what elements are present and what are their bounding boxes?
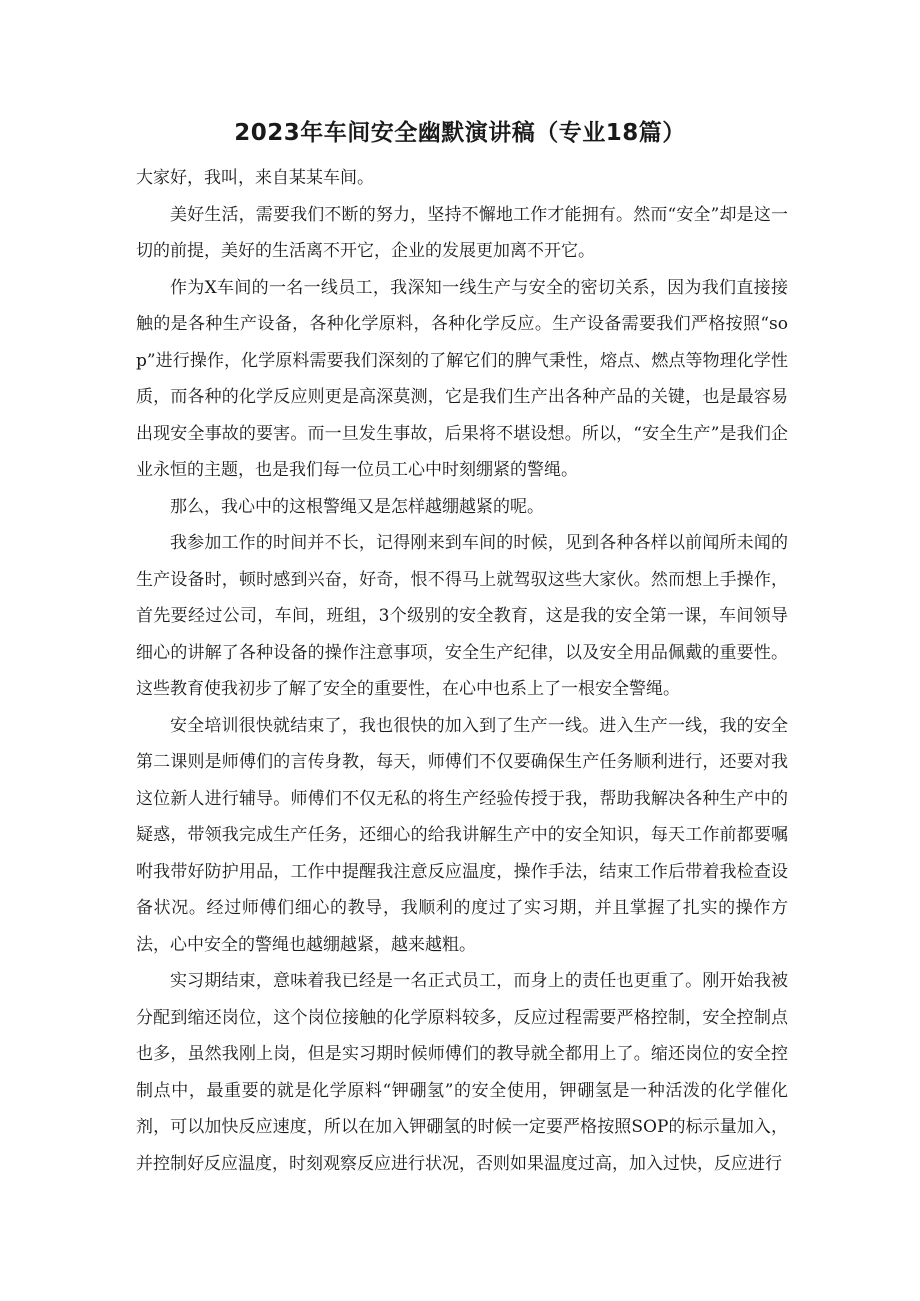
- paragraph-greeting: 大家好，我叫，来自某某车间。: [136, 168, 374, 188]
- document-title: 2023年车间安全幽默演讲稿（专业18篇）: [234, 120, 686, 146]
- paragraph: 那么，我心中的这根警绳又是怎样越绷越紧的呢。: [170, 496, 544, 517]
- document-body: [136, 160, 788, 1182]
- paragraph: 我参加工作的时间并不长，记得刚来到车间的时候，见到各种各样以前闻所未闻的生产设备时，顿时感到兴奋，好奇，恨不得马上就驾驭这些大家伙。然而想上手操作，首先要经过公司，车间，班组，3个级别的安全教育，这是我的安全第一课，车间领导细心的讲解了各种设备的操作注意事项，安全生产纪律，以及安全用品佩戴的重要性。这些教育使我初步了解了安全的重要性，在心中也系上了一根安全警绳。: [136, 533, 788, 699]
- paragraph: 安全培训很快就结束了，我也很快的加入到了生产一线。进入生产一线，我的安全第二课则是师傅们的言传身教，每天，师傅们不仅要确保生产任务顺利进行，还要对我这位新人进行辅导。师傅们不仅无私的将生产经验传授于我，帮助我解决各种生产中的疑惑，带领我完成生产任务，还细心的给我讲解生产中的安全知识，每天工作前都要嘱咐我带好防护用品，工作中提醒我注意反应温度，操作手法，结束工作后带着我检查设备状况。经过师傅们细心的教导，我顺利的度过了实习期，并且掌握了扎实的操作方法，心中安全的警绳也越绷越紧，越来越粗。: [136, 715, 788, 955]
- paragraph: 美好生活，需要我们不断的努力，坚持不懈地工作才能拥有。然而“安全”却是这一切的前提，美好的生活离不开它，企业的发展更加离不开它。: [136, 204, 788, 261]
- paragraph: 作为X车间的一名一线员工，我深知一线生产与安全的密切关系，因为我们直接接触的是各种生产设备，各种化学原料，各种化学反应。生产设备需要我们严格按照“sop”进行操作，化学原料需要我们深刻的了解它们的脾气秉性，熔点、燃点等物理化学性质，而各种的化学反应则更是高深莫测，它是我们生产出各种产品的关键，也是最容易出现安全事故的要害。而一旦发生事故，后果将不堪设想。所以，“安全生产”是我们企业永恒的主题，也是我们每一位员工心中时刻绷紧的警绳。: [136, 277, 788, 480]
- paragraph: 实习期结束，意味着我已经是一名正式员工，而身上的责任也更重了。刚开始我被分配到缩还岗位，这个岗位接触的化学原料较多，反应过程需要严格控制，安全控制点也多，虽然我刚上岗，但是实习期时候师傅们的教导就全都用上了。缩还岗位的安全控制点中，最重要的就是化学原料“钾硼氢”的安全使用，钾硼氢是一种活泼的化学催化剂，可以加快反应速度，所以在加入钾硼氢的时候一定要严格按照SOP的标示量加入，并控制好反应温度，时刻观察反应进行状况，否则如果温度过高，加入过快，反应进行: [136, 971, 788, 1174]
